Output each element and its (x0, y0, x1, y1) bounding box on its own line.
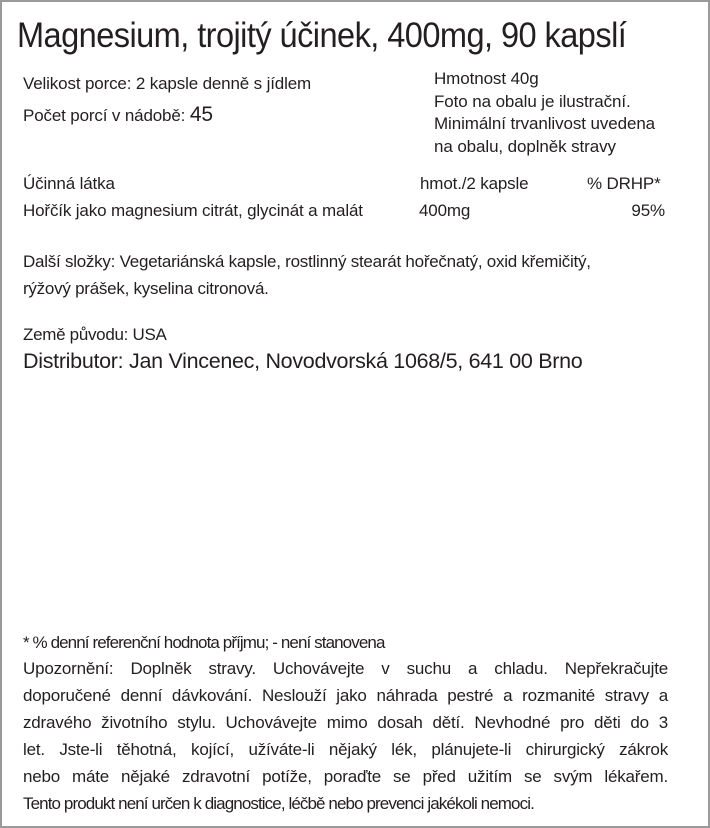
serving-size: Velikost porce: 2 kapsle denně s jídlem (23, 74, 312, 93)
net-weight: Hmotnost 40g (434, 69, 539, 88)
servings-per-container (23, 103, 213, 127)
warning-line: Tento produkt není určen k diagnostice, léčbě nebo prevenci jakékoli nemoci. (23, 794, 534, 813)
table-row-ingredient-name: Hořčík jako magnesium citrát, glycinát a malát (23, 201, 363, 220)
distributor: Distributor: Jan Vincenec, Novodvorská 1068/5, 641 00 Brno (23, 349, 583, 373)
warning-line: nebo máte nějaké zdravotní potíže, poraďte se před užitím se svým lékařem. (23, 767, 668, 786)
table-row-ingredient-amount: 400mg (419, 201, 471, 220)
warning-line: doporučené denní dávkování. Neslouží jako náhrada pestré a rozmanité stravy a (23, 686, 668, 705)
other-ingredients-line: Další složky: Vegetariánská kapsle, rostlinný stearát hořečnatý, oxid křemičitý, (23, 252, 591, 271)
servings-label: Počet porcí v nádobě: (23, 106, 190, 125)
footnote: * % denní referenční hodnota příjmu; - není stanovena (23, 633, 385, 652)
warning-text (23, 655, 668, 817)
package-info (434, 68, 655, 158)
warning-line: Upozornění: Doplněk stravy. Uchovávejte v suchu a chladu. Nepřekračujte (23, 659, 668, 678)
table-row-ingredient-drhp: 95% (631, 201, 665, 220)
photo-disclaimer: Foto na obalu je ilustrační. (434, 91, 631, 111)
shelf-life-note: Minimální trvanlivost uvedena (434, 114, 656, 133)
table-header-drhp: % DRHP* (587, 174, 661, 193)
table-header-active: Účinná látka (23, 174, 115, 193)
other-ingredients (23, 248, 591, 302)
warning-line: let. Jste-li těhotná, kojící, užíváte-li nějaký lék, plánujete-li chirurgický zákrok (23, 740, 668, 759)
servings-count: 45 (189, 103, 213, 126)
country-of-origin: Země původu: USA (23, 325, 167, 344)
warning-line: zdravého životního stylu. Uchovávejte mimo dosah dětí. Nevhodné pro děti do 3 (23, 713, 668, 732)
table-header-amount: hmot./2 kapsle (420, 174, 529, 193)
product-title: Magnesium, trojitý účinek, 400mg, 90 kapslí (17, 16, 627, 55)
other-ingredients-line: rýžový prášek, kyselina citronová. (23, 279, 269, 298)
shelf-life-note-cont: na obalu, doplněk stravy (434, 136, 616, 156)
